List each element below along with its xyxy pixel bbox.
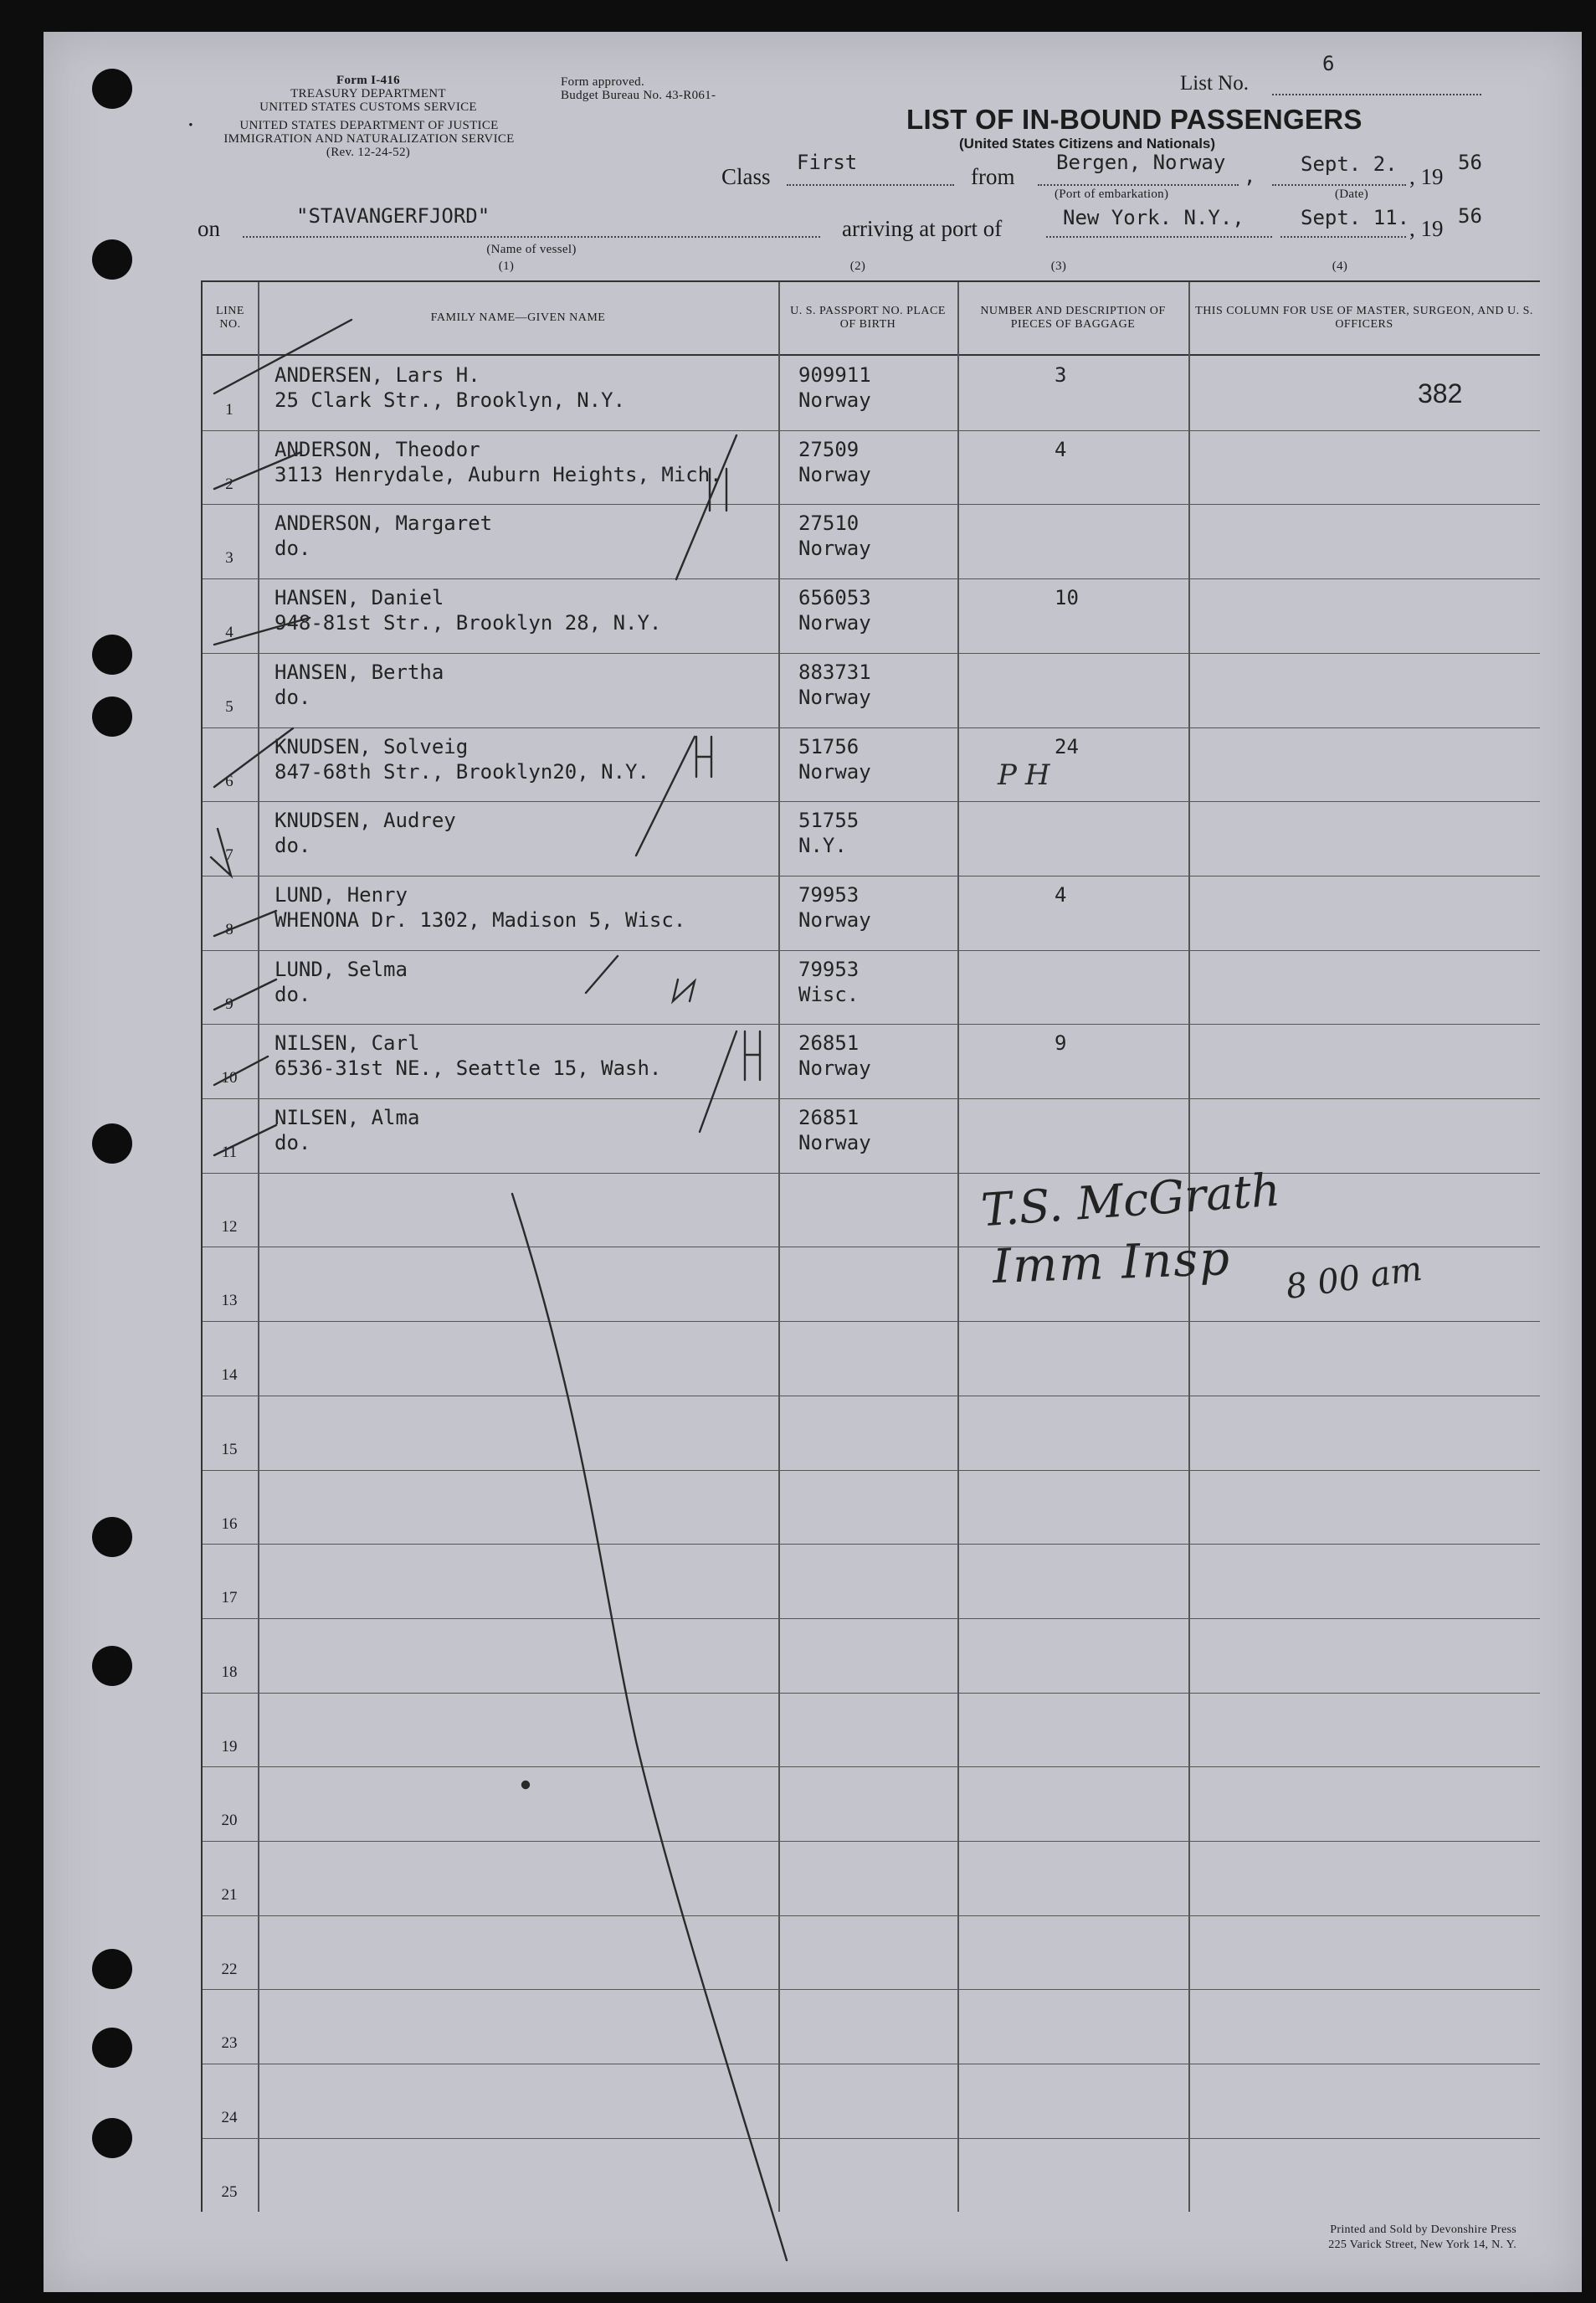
place-of-birth: Norway [798,611,871,635]
header-line-no: LINE NO. [203,282,258,356]
check-mark [214,1056,268,1085]
arriving-label: arriving at port of [842,216,1003,241]
passenger-address: 847-68th Str., Brooklyn20, N.Y. [275,759,649,784]
printer-line: Printed and Sold by Devonshire Press [1330,2223,1516,2236]
line-number: 8 [225,920,233,938]
passenger-address: WHENONA Dr. 1302, Madison 5, Wisc. [275,907,686,932]
form-title: LIST OF IN-BOUND PASSENGERS [906,104,1363,135]
check-mark [214,728,293,787]
family-mark [636,737,711,856]
passenger-address: do. [275,537,311,561]
officer-note: 382 [1418,378,1463,409]
line-number: 22 [221,1960,238,1978]
treasury-department: TREASURY DEPARTMENT [290,87,446,100]
bullet-mark: • [188,119,193,132]
line-number: 13 [221,1292,238,1310]
on-label: on [198,216,220,241]
line-number: 4 [225,624,233,642]
passport-number: 51755 [798,809,860,833]
revision-date: (Rev. 12-24-52) [326,146,411,159]
printer-address: 225 Varick Street, New York 14, N. Y. [1328,2239,1516,2251]
line-number: 17 [221,1589,238,1607]
line-number: 15 [221,1440,238,1458]
form-number: Form I-416 [336,74,400,87]
passport-number: 26851 [798,1106,860,1129]
header-name: FAMILY NAME—GIVEN NAME [258,282,778,356]
form-subtitle: (United States Citizens and Nationals) [959,136,1216,152]
arrival-year: 56 [1458,204,1482,228]
col1-caption: (1) [498,260,515,273]
place-of-birth: Norway [798,537,871,561]
line-number: 12 [221,1217,238,1236]
check-mark [214,452,301,489]
departure-year: 56 [1458,151,1482,174]
line-number: 6 [225,772,233,790]
col3-caption: (3) [1050,260,1067,273]
embarkation-port: Bergen, Norway [1056,151,1226,174]
list-no-value: 6 [1322,52,1335,75]
baggage-count: 9 [1055,1031,1067,1056]
line-number: 14 [221,1366,238,1385]
class-label: Class [721,164,771,189]
baggage-count: 3 [1055,363,1067,387]
family-mark [676,435,736,579]
passenger-address: 948-81st Str., Brooklyn 28, N.Y. [275,611,662,635]
passenger-name: NILSEN, Carl [275,1031,420,1056]
passenger-name: ANDERSON, Theodor [275,437,480,461]
check-mark [214,911,276,936]
header-baggage: NUMBER AND DESCRIPTION OF PIECES OF BAGGAGE [957,282,1188,356]
line-number: 1 [225,401,233,419]
baggage-count: 24 [1055,734,1079,758]
place-of-birth: Norway [798,388,871,412]
departure-date: Sept. 2. [1301,152,1398,176]
signature-title: Imm Insp [991,1231,1232,1294]
arrival-year-prefix: , 19 [1409,216,1444,241]
baggage-count: 4 [1055,437,1067,461]
signature-name: T.S. McGrath [979,1163,1282,1237]
signature-time: 8 00 am [1283,1249,1424,1308]
baggage-count: 4 [1055,882,1067,907]
passport-number: 79953 [798,882,860,907]
arrival-date: Sept. 11. [1301,206,1410,229]
col2-caption: (2) [849,260,866,273]
vessel-name: "STAVANGERFJORD" [296,204,490,228]
line-number: 25 [221,2182,238,2201]
line-number: 11 [221,1144,238,1161]
passenger-address: 3113 Henrydale, Auburn Heights, Mich. [275,462,722,486]
passport-number: 27509 [798,437,860,461]
passenger-address: do. [275,1131,311,1154]
line-number: 10 [221,1069,238,1087]
passenger-name: HANSEN, Bertha [275,660,444,684]
line-number: 24 [221,2109,238,2127]
passenger-address: do. [275,834,311,858]
departure-year-prefix: , 19 [1409,164,1444,189]
justice-department: UNITED STATES DEPARTMENT OF JUSTICE [239,119,499,132]
line-number: 7 [225,846,233,865]
passport-number: 909911 [798,363,871,387]
arrival-port: New York. N.Y., [1063,206,1244,229]
passport-number: 27510 [798,511,860,536]
check-mark [214,979,276,1010]
budget-bureau: Budget Bureau No. 43-R061- [561,89,716,102]
line-number: 23 [221,2034,238,2053]
check-mark [214,320,352,393]
cancel-line [512,1194,787,2260]
col4-caption: (4) [1332,260,1348,273]
passenger-address: do. [275,982,311,1006]
place-of-birth: Norway [798,685,871,709]
line-number: 16 [221,1514,238,1533]
passenger-address: 6536-31st NE., Seattle 15, Wash. [275,1056,662,1081]
ins-service: IMMIGRATION AND NATURALIZATION SERVICE [223,132,515,146]
port-embarkation-caption: (Port of embarkation) [1055,188,1169,201]
place-of-birth: Wisc. [798,982,860,1006]
date-caption: (Date) [1334,188,1369,201]
place-of-birth: Norway [798,462,871,486]
passport-number: 656053 [798,586,871,610]
customs-service: UNITED STATES CUSTOMS SERVICE [259,100,477,114]
header-officers: THIS COLUMN FOR USE OF MASTER, SURGEON, AND U. S. OFFICERS [1188,282,1540,356]
line-number: 21 [221,1886,238,1904]
family-mark [700,1031,760,1132]
line-number: 2 [225,475,233,493]
check-mark [211,829,231,876]
line-number: 5 [225,697,233,716]
passport-number: 79953 [798,957,860,981]
header-passport: U. S. PASSPORT NO. PLACE OF BIRTH [778,282,957,356]
form-approved: Form approved. [561,75,645,89]
check-mark [214,618,310,645]
from-comma: , [1244,164,1256,188]
line-number: 20 [221,1812,238,1830]
from-label: from [971,164,1015,189]
line-number: 3 [225,549,233,568]
ink-dot [522,1781,529,1788]
vessel-caption: (Name of vessel) [486,243,577,256]
passenger-name: KNUDSEN, Audrey [275,809,456,833]
baggage-note: PH [998,758,1059,792]
line-number: 19 [221,1737,238,1756]
line-number: 9 [225,995,233,1013]
place-of-birth: Norway [798,1056,871,1081]
check-mark [214,1125,276,1155]
passport-number: 26851 [798,1031,860,1056]
passenger-name: ANDERSON, Margaret [275,511,493,536]
passport-number: 51756 [798,734,860,758]
passenger-name: LUND, Selma [275,957,408,981]
passenger-name: NILSEN, Alma [275,1106,420,1129]
passenger-name: HANSEN, Daniel [275,586,444,610]
passenger-name: LUND, Henry [275,882,408,907]
passenger-address: do. [275,685,311,709]
passenger-address: 25 Clark Str., Brooklyn, N.Y. [275,388,626,412]
class-value: First [797,151,858,174]
place-of-birth: Norway [798,759,871,784]
place-of-birth: Norway [798,1131,871,1154]
line-number: 18 [221,1663,238,1681]
passenger-name: KNUDSEN, Solveig [275,734,469,758]
place-of-birth: N.Y. [798,834,847,858]
passenger-name: ANDERSEN, Lars H. [275,363,480,387]
list-no-label: List No. [1180,72,1249,95]
family-mark [586,956,695,1001]
baggage-count: 10 [1055,586,1079,610]
passport-number: 883731 [798,660,871,684]
place-of-birth: Norway [798,907,871,932]
